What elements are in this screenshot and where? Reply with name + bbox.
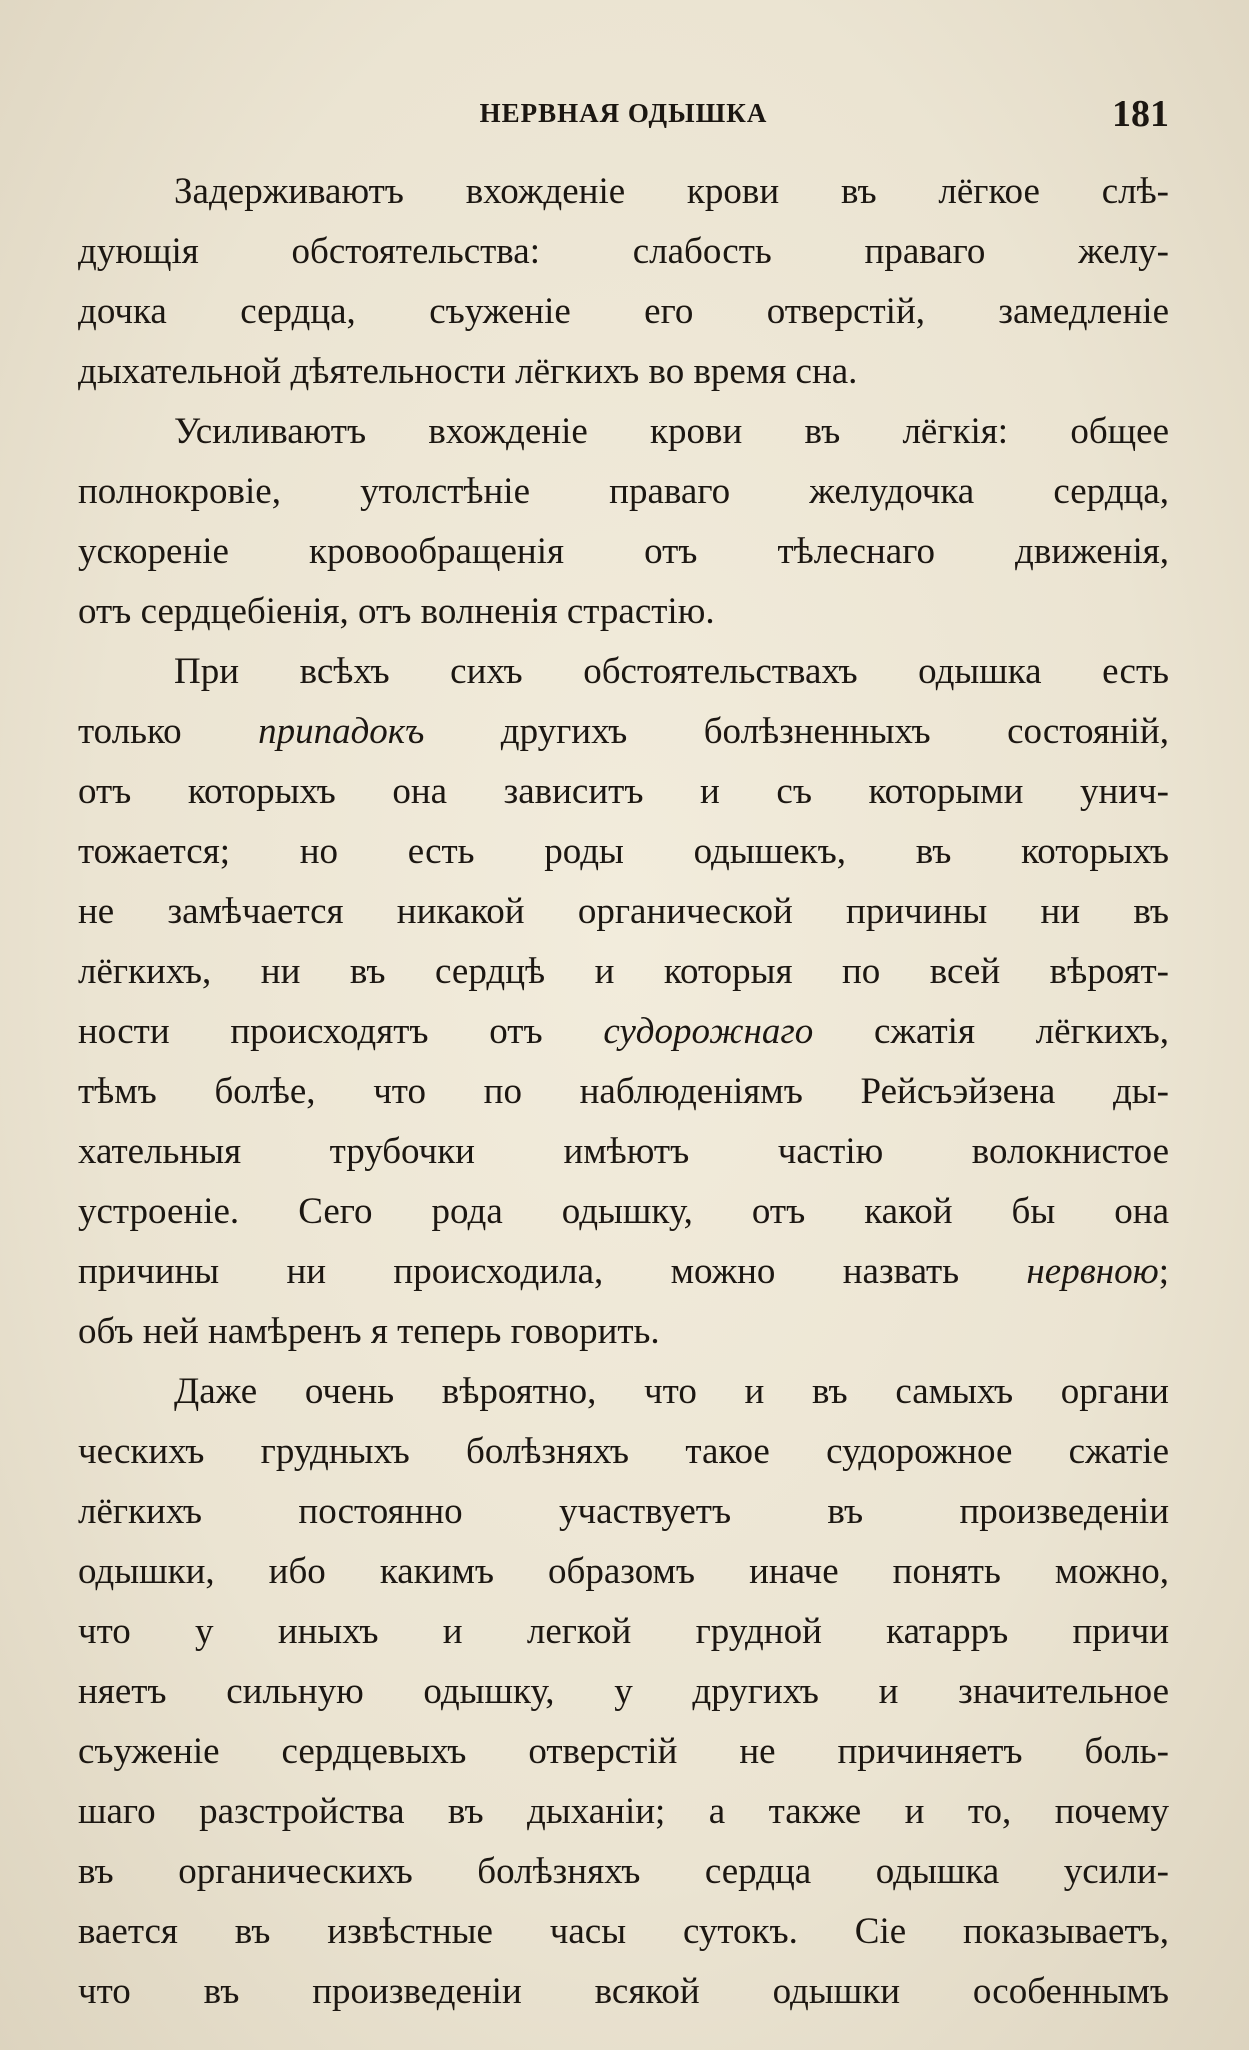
text-line: лёгкихъ постоянно участвуетъ въ произведеніи — [78, 1491, 1169, 1532]
text-segment: сжатія лёгкихъ, — [813, 1011, 1169, 1052]
italic-term: припадокъ — [258, 711, 425, 752]
text-line: шаго разстройства въ дыханіи; а также и то, почему — [78, 1791, 1169, 1832]
text-line: При всѣхъ сихъ обстоятельствахъ одышка есть — [174, 651, 1169, 692]
italic-term: нервною — [1026, 1251, 1159, 1292]
text-line: дочка сердца, съуженіе его отверстій, замедленіе — [78, 291, 1169, 332]
italic-term: судорожнаго — [603, 1011, 814, 1052]
text-line: устроеніе. Сего рода одышку, отъ какой бы она — [78, 1191, 1169, 1232]
text-segment: ности происходятъ отъ — [78, 1011, 604, 1052]
text-segment: другихъ болѣзненныхъ состояній, — [424, 711, 1169, 752]
running-head: НЕРВНАЯ ОДЫШКА — [479, 98, 768, 128]
text-line: тожается; но есть роды одышекъ, въ которыхъ — [78, 831, 1169, 872]
text-line: съуженіе сердцевыхъ отверстій не причиняетъ боль- — [78, 1731, 1169, 1772]
text-line: не замѣчается никакой органической причины ни въ — [78, 891, 1169, 932]
text-line: Усиливаютъ вхожденіе крови въ лёгкія: общее — [174, 411, 1169, 452]
text-line: полнокровіе, утолстѣніе праваго желудочка сердца, — [78, 471, 1169, 512]
text-line: ускореніе кровообращенія отъ тѣлеснаго движенія, — [78, 531, 1169, 572]
text-line: тѣмъ болѣе, что по наблюденіямъ Рейсъэйзена ды- — [78, 1071, 1169, 1112]
text-segment: ; — [1158, 1251, 1169, 1292]
body-text — [78, 162, 1169, 2022]
text-line: въ органическихъ болѣзняхъ сердца одышка усили- — [78, 1851, 1169, 1892]
text-line: дующія обстоятельства: слабость праваго желу- — [78, 231, 1169, 272]
text-line: что у иныхъ и легкой грудной катарръ причи — [78, 1611, 1169, 1652]
text-line: объ ней намѣренъ я теперь говорить. — [78, 1311, 660, 1352]
text-line: лёгкихъ, ни въ сердцѣ и которыя по всей вѣроят- — [78, 951, 1169, 992]
text-line: няетъ сильную одышку, у другихъ и значительное — [78, 1671, 1169, 1712]
text-line: одышки, ибо какимъ образомъ иначе понять можно, — [78, 1551, 1169, 1592]
text-segment: только — [78, 711, 259, 752]
text-line: отъ сердцебіенія, отъ волненія страстію. — [78, 591, 715, 632]
text-line: вается въ извѣстные часы сутокъ. Сіе показываетъ, — [78, 1911, 1169, 1952]
text-line: что въ произведеніи всякой одышки особеннымъ — [78, 1971, 1169, 2012]
text-line: отъ которыхъ она зависитъ и съ которыми унич- — [78, 771, 1169, 812]
text-line — [78, 702, 1169, 762]
text-line: дыхательной дѣятельности лёгкихъ во время сна. — [78, 351, 858, 392]
text-line: Даже очень вѣроятно, что и въ самыхъ органи — [174, 1371, 1169, 1412]
text-line — [78, 1242, 1169, 1302]
text-line: Задерживаютъ вхожденіе крови въ лёгкое слѣ- — [174, 171, 1169, 212]
text-line — [78, 1002, 1169, 1062]
text-line: хательныя трубочки имѣютъ частію волокнистое — [78, 1131, 1169, 1172]
page-header — [78, 92, 1169, 142]
text-line: ческихъ грудныхъ болѣзняхъ такое судорожное сжатіе — [78, 1431, 1169, 1472]
page-number: 181 — [1112, 93, 1169, 135]
text-segment: причины ни происходила, можно назвать — [78, 1251, 1027, 1292]
